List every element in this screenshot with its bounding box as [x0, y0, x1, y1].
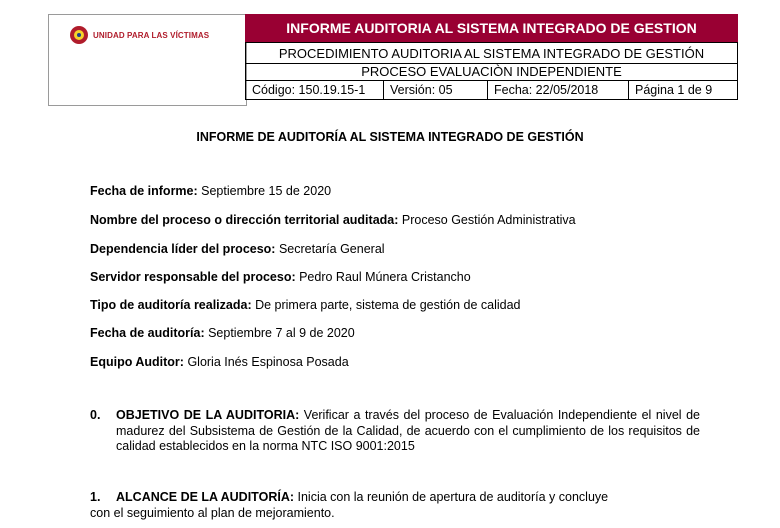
field-label: Dependencia líder del proceso: — [90, 242, 276, 256]
field-value: Proceso Gestión Administrativa — [398, 213, 576, 227]
section-continuation: con el seguimiento al plan de mejoramiento. — [90, 505, 335, 520]
field-audit-type — [90, 298, 521, 312]
logo-text: UNIDAD PARA LAS VÍCTIMAS — [93, 30, 210, 40]
page-cell: Página 1 de 9 — [635, 82, 713, 97]
section-heading: OBJETIVO DE LA AUDITORIA: — [116, 408, 300, 422]
section-scope — [90, 490, 700, 521]
field-label: Fecha de auditoría: — [90, 326, 205, 340]
institution-logo — [70, 26, 209, 44]
document-header — [48, 14, 738, 106]
field-value: De primera parte, sistema de gestión de calidad — [251, 298, 521, 312]
field-value: Pedro Raul Múnera Cristancho — [295, 270, 471, 284]
procedure-line: PROCEDIMIENTO AUDITORIA AL SISTEMA INTEGRADO DE GESTIÓN — [245, 42, 738, 64]
field-label: Equipo Auditor: — [90, 355, 184, 369]
version-cell: Versión: 05 — [384, 80, 488, 99]
field-report-date — [90, 184, 331, 198]
header-title: INFORME AUDITORIA AL SISTEMA INTEGRADO DE GESTION — [245, 14, 738, 42]
field-value: Septiembre 15 de 2020 — [197, 184, 332, 198]
section-body — [116, 490, 700, 506]
field-label: Tipo de auditoría realizada: — [90, 298, 252, 312]
seal-icon — [70, 26, 88, 44]
section-text: Verificar a través del proceso de Evaluación Independiente el nivel de madurez del Subsistema de Gestión de la Calidad, de acuerdo con el cumplimiento de los requisitos de calidad establecidos en la norma NTC ISO 9001:2015 — [116, 408, 700, 453]
code-cell: Código: 150.19.15-1 — [246, 80, 384, 99]
section-body — [116, 408, 700, 455]
logo-cell — [48, 14, 247, 106]
section-number: 1. — [90, 490, 101, 504]
document-title: INFORME DE AUDITORÍA AL SISTEMA INTEGRADO DE GESTIÓN — [196, 130, 584, 144]
date-cell: Fecha: 22/05/2018 — [488, 80, 629, 99]
field-label: Servidor responsable del proceso: — [90, 270, 296, 284]
field-label: Nombre del proceso o dirección territorial auditada: — [90, 213, 399, 227]
field-lead-dependency — [90, 242, 385, 256]
field-audit-date — [90, 326, 355, 340]
header-info — [245, 14, 738, 105]
field-audit-team — [90, 355, 349, 369]
section-text: Inicia con la reunión de apertura de auditoría y concluye — [294, 490, 609, 504]
metadata-row — [245, 80, 738, 100]
section-heading: ALCANCE DE LA AUDITORÍA: — [116, 490, 295, 504]
process-line: PROCESO EVALUACIÒN INDEPENDIENTE — [245, 63, 738, 81]
field-value: Gloria Inés Espinosa Posada — [183, 355, 349, 369]
field-process-name — [90, 213, 576, 227]
field-value: Septiembre 7 al 9 de 2020 — [204, 326, 355, 340]
section-number: 0. — [90, 408, 101, 422]
field-responsible — [90, 270, 471, 284]
field-value: Secretaría General — [275, 242, 385, 256]
field-label: Fecha de informe: — [90, 184, 198, 198]
section-objective — [90, 408, 700, 455]
